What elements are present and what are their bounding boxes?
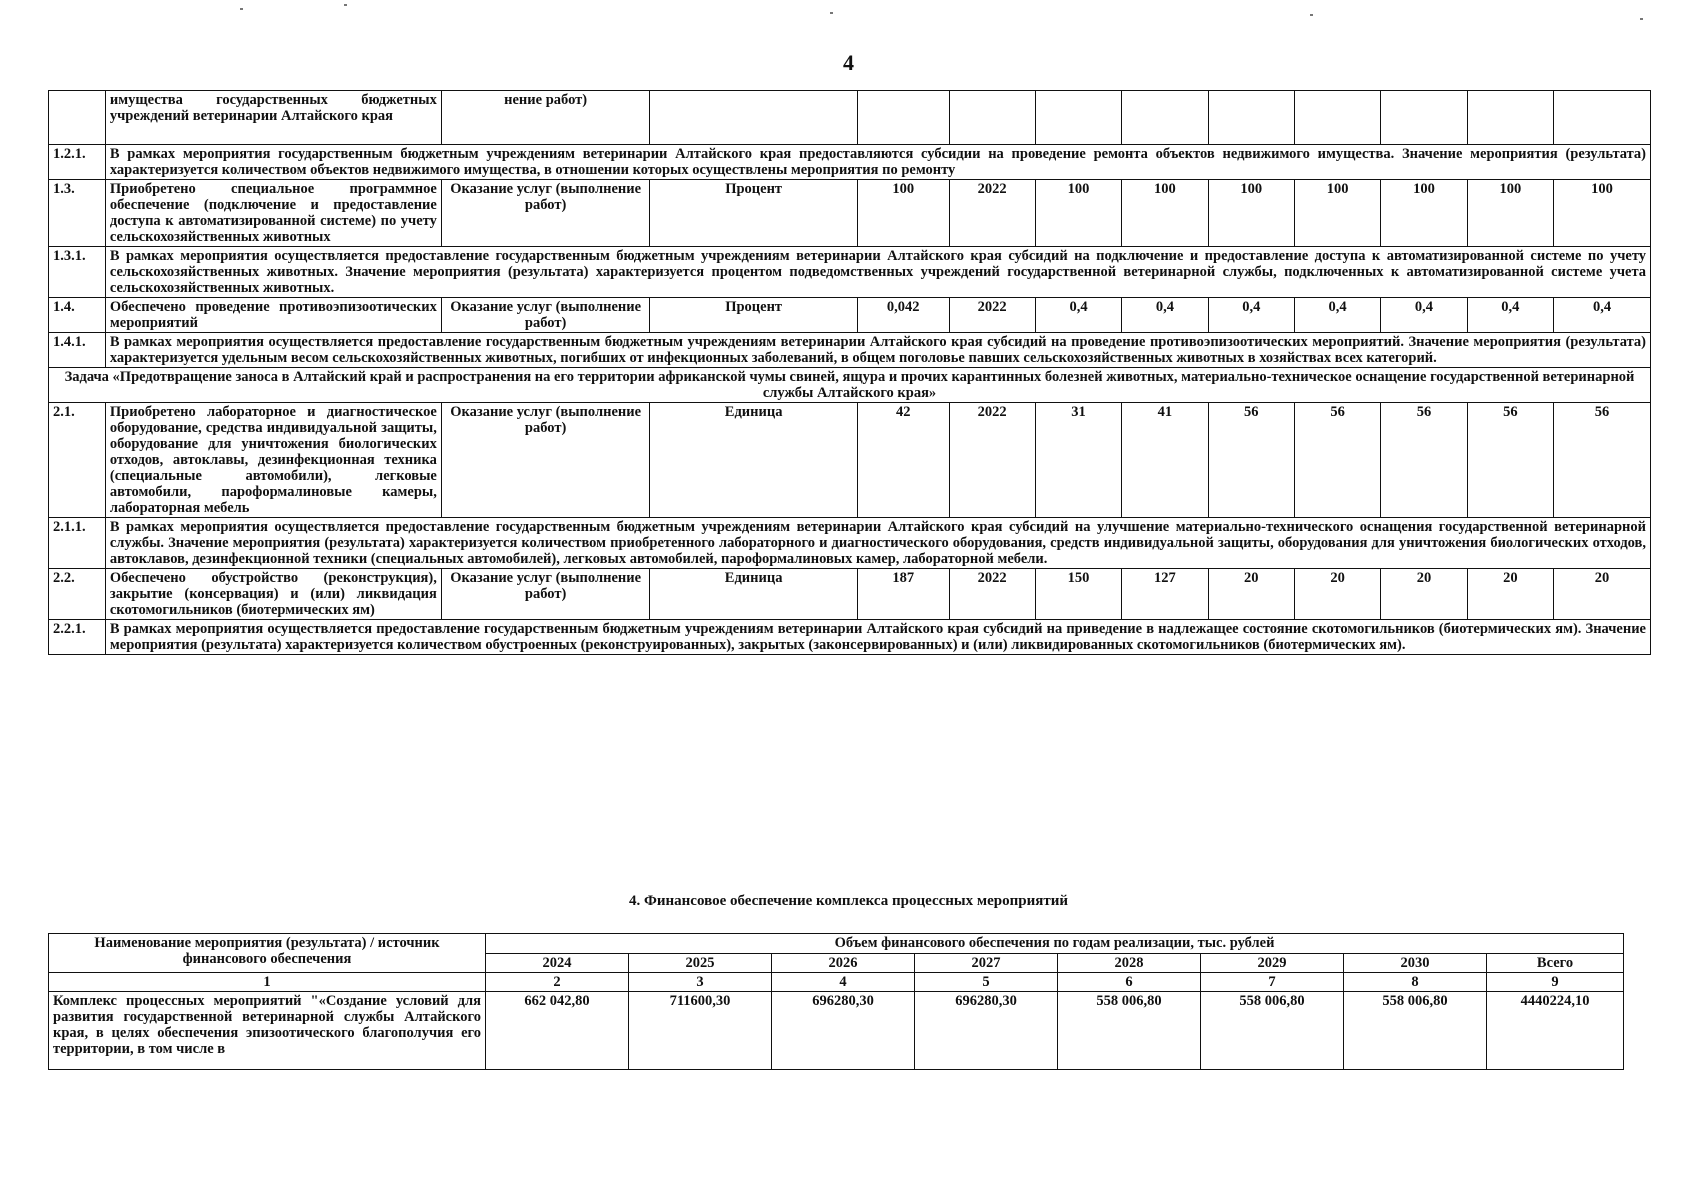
column-number: 7 bbox=[1201, 973, 1344, 992]
table-row bbox=[49, 145, 1651, 180]
cell-type: Оказание услуг (выполнение работ) bbox=[441, 569, 650, 620]
cell-year-value: 56 bbox=[1208, 403, 1294, 518]
column-number: 1 bbox=[49, 973, 486, 992]
financing-value: 558 006,80 bbox=[1058, 992, 1201, 1070]
cell-name: Обеспечено обустройство (реконструкция), закрытие (консервация) и (или) ликвидация скотомогильников (биотермических ям) bbox=[105, 569, 441, 620]
cell-year-value: 20 bbox=[1294, 569, 1380, 620]
column-number: 9 bbox=[1487, 973, 1624, 992]
cell-year-value: 56 bbox=[1467, 403, 1553, 518]
cell-year-value: 100 bbox=[1381, 180, 1467, 247]
cell-year-value: 127 bbox=[1122, 569, 1208, 620]
header-year: 2028 bbox=[1058, 954, 1201, 973]
column-number: 8 bbox=[1344, 973, 1487, 992]
cell-num: 1.4.1. bbox=[49, 333, 106, 368]
cell-year-value: 20 bbox=[1208, 569, 1294, 620]
scan-speck bbox=[1640, 18, 1643, 20]
cell-num: 2.1. bbox=[49, 403, 106, 518]
cell-name: имущества государственных бюджетных учреждений ветеринарии Алтайского края bbox=[105, 91, 441, 145]
cell-year-value: 0,4 bbox=[1035, 298, 1121, 333]
table-row bbox=[49, 333, 1651, 368]
cell-base-year: 2022 bbox=[949, 298, 1035, 333]
table-row bbox=[49, 180, 1651, 247]
cell-num: 2.2. bbox=[49, 569, 106, 620]
cell-num: 2.1.1. bbox=[49, 518, 106, 569]
financing-value: 711600,30 bbox=[629, 992, 772, 1070]
cell-base-value: 42 bbox=[857, 403, 949, 518]
cell-year-value: 100 bbox=[1122, 180, 1208, 247]
header-volume: Объем финансового обеспечения по годам реализации, тыс. рублей bbox=[486, 934, 1624, 954]
cell-unit: Единица bbox=[650, 569, 857, 620]
header-year: 2030 bbox=[1344, 954, 1487, 973]
cell-year-value: 20 bbox=[1467, 569, 1553, 620]
financing-value: 696280,30 bbox=[915, 992, 1058, 1070]
scan-speck bbox=[830, 12, 833, 14]
page-number: 4 bbox=[843, 50, 854, 75]
cell-description: В рамках мероприятия осуществляется предоставление государственным бюджетным учреждениям ветеринарии Алтайского края субсидий на проведение противоэпизоотических мероприятий. Значение мероприятия (результата) характеризуется удельным весом сельскохозяйственных животных, погибших от инфекционных заболеваний, в общем поголовье павших сельскохозяйственных животных в хозяйствах всех категорий. bbox=[105, 333, 1650, 368]
column-number: 5 bbox=[915, 973, 1058, 992]
table-row bbox=[49, 91, 1651, 145]
cell-description: В рамках мероприятия осуществляется предоставление государственным бюджетным учреждениям ветеринарии Алтайского края субсидий на подключение и предоставление доступа к автоматизированной системе по учету сельскохозяйственных животных. Значение мероприятия (результата) характеризуется процентом подведомственных учреждений государственной ветеринарной службы, подключенных к автоматизированной системе учета сельскохозяйственных животных. bbox=[105, 247, 1650, 298]
header-year: 2027 bbox=[915, 954, 1058, 973]
cell-num: 1.4. bbox=[49, 298, 106, 333]
table-row bbox=[49, 403, 1651, 518]
financing-row-name: Комплекс процессных мероприятий "«Создание условий для развития государственной ветеринарной службы Алтайского края, в целях обеспечения эпизоотического благополучия его территории, в том числе в bbox=[49, 992, 486, 1070]
financing-value: 558 006,80 bbox=[1344, 992, 1487, 1070]
cell-year-value: 0,4 bbox=[1122, 298, 1208, 333]
cell-type: Оказание услуг (выполнение работ) bbox=[441, 298, 650, 333]
cell-year-value: 56 bbox=[1294, 403, 1380, 518]
financing-value: 662 042,80 bbox=[486, 992, 629, 1070]
table-row bbox=[49, 368, 1651, 403]
cell-type: Оказание услуг (выполнение работ) bbox=[441, 403, 650, 518]
cell-year-value: 20 bbox=[1381, 569, 1467, 620]
cell-type: Оказание услуг (выполнение работ) bbox=[441, 180, 650, 247]
cell-num: 1.3. bbox=[49, 180, 106, 247]
header-year: 2026 bbox=[772, 954, 915, 973]
cell-year-value: 56 bbox=[1554, 403, 1651, 518]
table-row bbox=[49, 247, 1651, 298]
cell-base-value: 100 bbox=[857, 180, 949, 247]
cell-base-value: 187 bbox=[857, 569, 949, 620]
table-row bbox=[49, 518, 1651, 569]
cell-base-year: 2022 bbox=[949, 180, 1035, 247]
column-number: 4 bbox=[772, 973, 915, 992]
financing-value: 696280,30 bbox=[772, 992, 915, 1070]
header-year: 2024 bbox=[486, 954, 629, 973]
cell-unit: Единица bbox=[650, 403, 857, 518]
header-year: Всего bbox=[1487, 954, 1624, 973]
cell-description: В рамках мероприятия осуществляется предоставление государственным бюджетным учреждениям ветеринарии Алтайского края субсидий на улучшение материально-технического оснащения государственной ветеринарной службы. Значение мероприятия (результата) характеризуется количеством приобретенного лабораторного и диагностического оборудования, средств индивидуальной защиты, оборудования для уничтожения биологических отходов, автоклавов, дезинфекционной техники (специальных автомобилей), легковых автомобилей, пароформалиновых камер, лабораторной мебели. bbox=[105, 518, 1650, 569]
cell-num: 2.2.1. bbox=[49, 620, 106, 655]
cell-year-value: 31 bbox=[1035, 403, 1121, 518]
indicators-table bbox=[48, 90, 1651, 655]
table-row bbox=[49, 298, 1651, 333]
cell-base-value: 0,042 bbox=[857, 298, 949, 333]
cell-unit: Процент bbox=[650, 180, 857, 247]
cell-name: Приобретено лабораторное и диагностическое оборудование, средства индивидуальной защиты, оборудование для уничтожения биологических отходов, автоклавы, дезинфекционная техника (специальные автомобили), легковые автомобили, пароформалиновые камеры, лабораторная мебель bbox=[105, 403, 441, 518]
cell-year-value: 0,4 bbox=[1381, 298, 1467, 333]
cell-year-value: 0,4 bbox=[1467, 298, 1553, 333]
header-name: Наименование мероприятия (результата) / источник финансового обеспечения bbox=[49, 934, 486, 973]
cell-name: Приобретено специальное программное обеспечение (подключение и предоставление доступа к автоматизированной системе) по учету сельскохозяйственных животных bbox=[105, 180, 441, 247]
cell-num bbox=[49, 91, 106, 145]
financing-table bbox=[48, 933, 1624, 1070]
scan-speck bbox=[1310, 14, 1313, 16]
column-number: 2 bbox=[486, 973, 629, 992]
cell-description: В рамках мероприятия государственным бюджетным учреждениям ветеринарии Алтайского края предоставляются субсидии на проведение ремонта объектов недвижимого имущества. Значение мероприятия (результата) характеризуется количеством объектов недвижимого имущества, в отношении которых осуществлены мероприятия по ремонту bbox=[105, 145, 1650, 180]
cell-num: 1.3.1. bbox=[49, 247, 106, 298]
cell-type: нение работ) bbox=[441, 91, 650, 145]
cell-year-value: 0,4 bbox=[1554, 298, 1651, 333]
cell-year-value: 41 bbox=[1122, 403, 1208, 518]
cell-year-value: 100 bbox=[1294, 180, 1380, 247]
cell-year-value: 20 bbox=[1554, 569, 1651, 620]
cell-num: 1.2.1. bbox=[49, 145, 106, 180]
cell-year-value: 100 bbox=[1208, 180, 1294, 247]
cell-base-year: 2022 bbox=[949, 569, 1035, 620]
cell-year-value: 100 bbox=[1035, 180, 1121, 247]
column-number: 3 bbox=[629, 973, 772, 992]
cell-year-value: 100 bbox=[1467, 180, 1553, 247]
financing-value: 558 006,80 bbox=[1201, 992, 1344, 1070]
cell-year-value: 56 bbox=[1381, 403, 1467, 518]
cell-base-year: 2022 bbox=[949, 403, 1035, 518]
section-title: 4. Финансовое обеспечение комплекса процессных мероприятий bbox=[629, 893, 1068, 909]
cell-year-value: 0,4 bbox=[1294, 298, 1380, 333]
scan-speck bbox=[344, 4, 347, 6]
cell-year-value: 0,4 bbox=[1208, 298, 1294, 333]
header-year: 2025 bbox=[629, 954, 772, 973]
scan-speck bbox=[240, 8, 243, 10]
table-row bbox=[49, 620, 1651, 655]
table-row bbox=[49, 569, 1651, 620]
column-number: 6 bbox=[1058, 973, 1201, 992]
task-heading: Задача «Предотвращение заноса в Алтайский край и распространения на его территории африканской чумы свиней, ящура и прочих карантинных болезней животных, материально-техническое оснащение государственной ветеринарной службы Алтайского края» bbox=[49, 368, 1651, 403]
cell-description: В рамках мероприятия осуществляется предоставление государственным бюджетным учреждениям ветеринарии Алтайского края субсидий на приведение в надлежащее состояние скотомогильников (биотермических ям). Значение мероприятия (результата) характеризуется количеством обустроенных (реконструированных), закрытых (законсервированных) и (или) ликвидированных скотомогильников (биотермических ям). bbox=[105, 620, 1650, 655]
header-year: 2029 bbox=[1201, 954, 1344, 973]
cell-unit: Процент bbox=[650, 298, 857, 333]
cell-year-value: 150 bbox=[1035, 569, 1121, 620]
cell-year-value: 100 bbox=[1554, 180, 1651, 247]
cell-name: Обеспечено проведение противоэпизоотических мероприятий bbox=[105, 298, 441, 333]
financing-value: 4440224,10 bbox=[1487, 992, 1624, 1070]
